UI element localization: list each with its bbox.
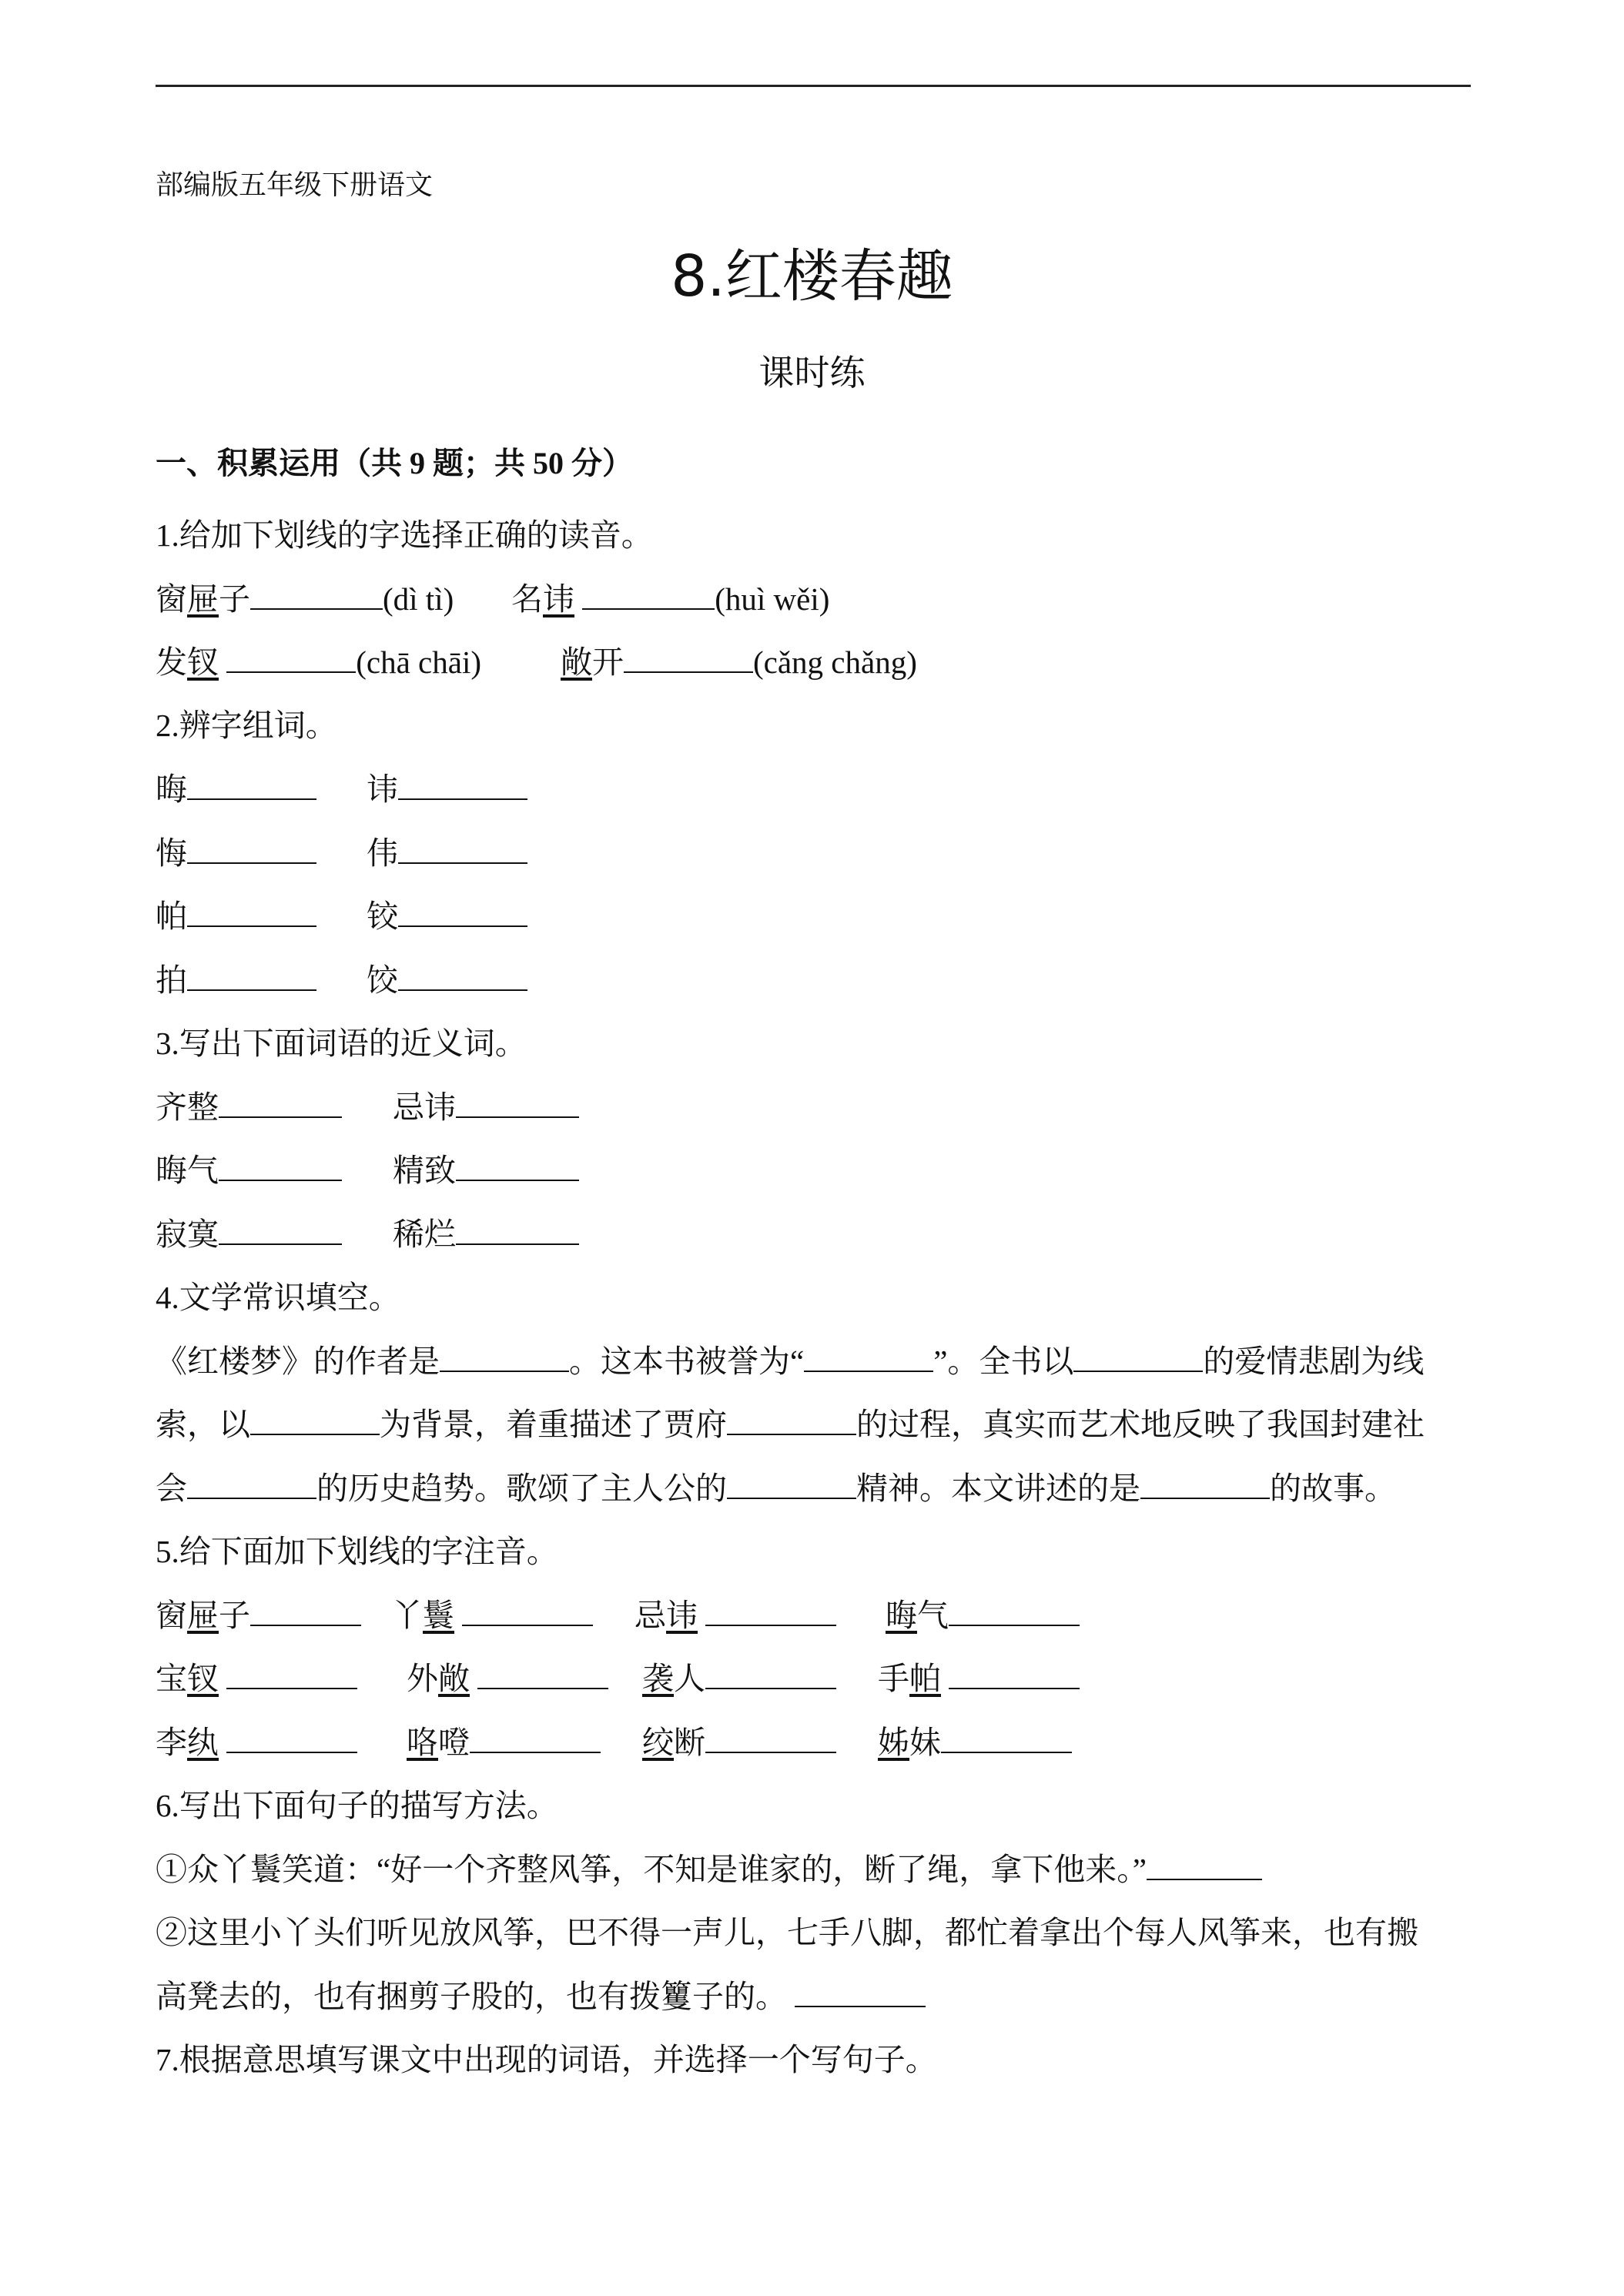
answer-blank[interactable] xyxy=(219,1220,342,1245)
answer-blank[interactable] xyxy=(398,839,527,864)
q2-row: 拍 饺 xyxy=(156,965,527,996)
answer-blank[interactable] xyxy=(949,1602,1080,1626)
answer-blank[interactable] xyxy=(219,1093,342,1118)
answer-blank[interactable] xyxy=(398,775,527,800)
answer-blank[interactable] xyxy=(470,1729,601,1753)
answer-blank[interactable] xyxy=(1140,1474,1270,1499)
answer-blank[interactable] xyxy=(456,1093,579,1118)
answer-blank[interactable] xyxy=(727,1411,856,1435)
question-1-row-2 xyxy=(156,644,917,680)
question-1-row-1 xyxy=(156,581,830,617)
answer-blank[interactable] xyxy=(250,1602,361,1626)
page-subtitle: 课时练 xyxy=(758,353,866,393)
answer-blank[interactable] xyxy=(398,966,527,991)
q6-sentence-2a: ②这里小丫头们听见放风筝，巴不得一声儿，七手八脚，都忙着拿出个每人风筝来，也有搬 xyxy=(156,1915,1418,1950)
answer-blank[interactable] xyxy=(705,1602,836,1626)
q6-sentence-2b: 高凳去的，也有捆剪子股的，也有拨籰子的。 xyxy=(156,1981,926,2013)
q1-item: 敞开 (cǎng chǎng) xyxy=(561,644,917,680)
answer-blank[interactable] xyxy=(187,966,316,991)
q4-line-1: 《红楼梦》的作者是 。这本书被誉为“ ”。全书以 的爱情悲剧为线 xyxy=(156,1344,1425,1379)
question-4-prompt: 4.文学常识填空。 xyxy=(156,1280,400,1315)
question-2-prompt: 2.辨字组词。 xyxy=(156,708,337,743)
q1-item: 发钗 (chā chāi) xyxy=(156,644,481,680)
section-heading: 一、积累运用（共 9 题；共 50 分） xyxy=(156,446,633,480)
q2-row: 悔 伟 xyxy=(156,838,527,869)
q1-item: 窗屉子 (dì tì) xyxy=(156,581,454,617)
answer-blank[interactable] xyxy=(440,1347,569,1372)
q5-row: 宝钗 外敞 袭人 手帕 xyxy=(156,1663,1080,1695)
answer-blank[interactable] xyxy=(941,1729,1072,1753)
answer-blank[interactable] xyxy=(624,648,753,673)
page-title: 8.红楼春趣 xyxy=(671,243,953,310)
q5-row: 李纨 咯噔 绞断 姊妹 xyxy=(156,1727,1072,1759)
q4-line-2: 索，以 为背景，着重描述了贾府 的过程，真实而艺术地反映了我国封建社 xyxy=(156,1407,1425,1442)
answer-blank[interactable] xyxy=(250,1411,380,1435)
answer-blank[interactable] xyxy=(705,1665,836,1689)
question-1-prompt: 1.给加下划线的字选择正确的读音。 xyxy=(156,517,653,553)
subject-label: 部编版五年级下册语文 xyxy=(156,169,434,200)
q1-item: 名讳 (huì wěi) xyxy=(511,581,830,617)
answer-blank[interactable] xyxy=(1147,1856,1262,1880)
answer-blank[interactable] xyxy=(219,1156,342,1181)
answer-blank[interactable] xyxy=(398,902,527,927)
q3-row: 齐整 忌讳 xyxy=(156,1092,579,1123)
answer-blank[interactable] xyxy=(226,1665,357,1689)
answer-blank[interactable] xyxy=(226,1729,357,1753)
answer-blank[interactable] xyxy=(582,585,715,610)
answer-blank[interactable] xyxy=(795,1983,926,2007)
header-rule xyxy=(156,85,1471,87)
answer-blank[interactable] xyxy=(705,1729,836,1753)
answer-blank[interactable] xyxy=(456,1220,579,1245)
answer-blank[interactable] xyxy=(462,1602,593,1626)
q2-row: 晦 讳 xyxy=(156,774,527,805)
answer-blank[interactable] xyxy=(226,648,356,673)
question-6-prompt: 6.写出下面句子的描写方法。 xyxy=(156,1788,558,1823)
answer-blank[interactable] xyxy=(477,1665,608,1689)
question-3-prompt: 3.写出下面词语的近义词。 xyxy=(156,1026,527,1061)
answer-blank[interactable] xyxy=(250,585,383,610)
answer-blank[interactable] xyxy=(187,839,316,864)
answer-blank[interactable] xyxy=(187,1474,316,1499)
question-7-prompt: 7.根据意思填写课文中出现的词语，并选择一个写句子。 xyxy=(156,2042,937,2077)
q3-row: 寂寞 稀烂 xyxy=(156,1219,579,1250)
answer-blank[interactable] xyxy=(187,775,316,800)
q2-row: 帕 铰 xyxy=(156,901,527,932)
q5-row: 窗屉子 丫鬟 忌讳 晦气 xyxy=(156,1600,1080,1632)
answer-blank[interactable] xyxy=(949,1665,1080,1689)
answer-blank[interactable] xyxy=(187,902,316,927)
q6-sentence-1: ①众丫鬟笑道：“好一个齐整风筝，不知是谁家的，断了绳，拿下他来。” xyxy=(156,1854,1262,1886)
q3-row: 晦气 精致 xyxy=(156,1155,579,1186)
answer-blank[interactable] xyxy=(804,1347,933,1372)
answer-blank[interactable] xyxy=(456,1156,579,1181)
question-5-prompt: 5.给下面加下划线的字注音。 xyxy=(156,1534,558,1569)
q4-line-3: 会 的历史趋势。歌颂了主人公的 精神。本文讲述的是 的故事。 xyxy=(156,1471,1396,1506)
answer-blank[interactable] xyxy=(727,1474,856,1499)
answer-blank[interactable] xyxy=(1073,1347,1203,1372)
